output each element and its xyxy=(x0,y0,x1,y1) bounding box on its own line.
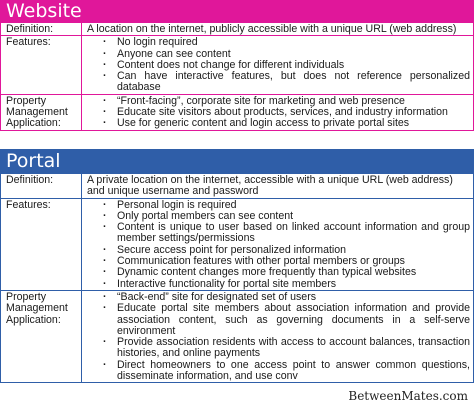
list-item: · Secure access point for personalized information xyxy=(117,245,470,256)
website-definition-text: A location on the internet, publicly accessible with a unique URL (web address) xyxy=(82,23,474,36)
list-item: · Dynamic content changes more frequently than typical websites xyxy=(117,267,470,278)
website-application-row xyxy=(1,94,474,130)
portal-definition-row xyxy=(1,174,474,199)
list-item: · Only portal members can see content xyxy=(117,211,470,222)
list-item: · Interactive functionality for portal site members xyxy=(117,279,470,290)
website-features-row xyxy=(1,36,474,94)
portal-application-label: Property Management Application: xyxy=(1,290,82,382)
website-features-label: Features: xyxy=(1,36,82,94)
portal-section-title: Portal xyxy=(0,149,474,173)
website-application-list xyxy=(87,96,470,130)
list-item: · Anyone can see content xyxy=(117,49,470,60)
portal-features-list xyxy=(87,200,470,290)
website-section-title: Website xyxy=(0,0,474,22)
watermark: BetweenMates.com xyxy=(348,389,468,403)
portal-application-list xyxy=(87,292,470,382)
list-item: · Communication features with other portal members or groups xyxy=(117,256,470,267)
website-application-label: Property Management Application: xyxy=(1,94,82,130)
list-item: · Personal login is required xyxy=(117,200,470,211)
list-item: · Content is unique to user based on linked account information and group member settings/permissions xyxy=(117,222,470,245)
list-item: · “Front-facing”, corporate site for marketing and web presence xyxy=(117,96,470,107)
list-item: · No login required xyxy=(117,37,470,48)
portal-definition-text: A private location on the internet, accessible with a unique URL (web address) and unique username and password xyxy=(82,174,474,199)
website-features-list xyxy=(87,37,470,93)
portal-definition-label: Definition: xyxy=(1,174,82,199)
list-item: · Educate portal site members about association information and provide association content, such as governing documents in a self-serve environment xyxy=(117,303,470,337)
website-definition-row xyxy=(1,23,474,36)
portal-features-row xyxy=(1,198,474,290)
list-item: · Content does not change for different individuals xyxy=(117,60,470,71)
list-item: · Use for generic content and login access to private portal sites xyxy=(117,118,470,129)
website-definition-label: Definition: xyxy=(1,23,82,36)
website-table xyxy=(0,22,474,131)
portal-application-row xyxy=(1,290,474,382)
portal-features-label: Features: xyxy=(1,198,82,290)
list-item: · “Back-end” site for designated set of users xyxy=(117,292,470,303)
list-item: · Provide association residents with access to account balances, transaction histories, and online payments xyxy=(117,337,470,360)
list-item: · Educate site visitors about products, services, and industry information xyxy=(117,107,470,118)
list-item: · Direct homeowners to one access point to answer common questions, disseminate information, and use conv xyxy=(117,360,470,383)
list-item: · Can have interactive features, but does not reference personalized database xyxy=(117,71,470,94)
portal-table xyxy=(0,173,474,383)
